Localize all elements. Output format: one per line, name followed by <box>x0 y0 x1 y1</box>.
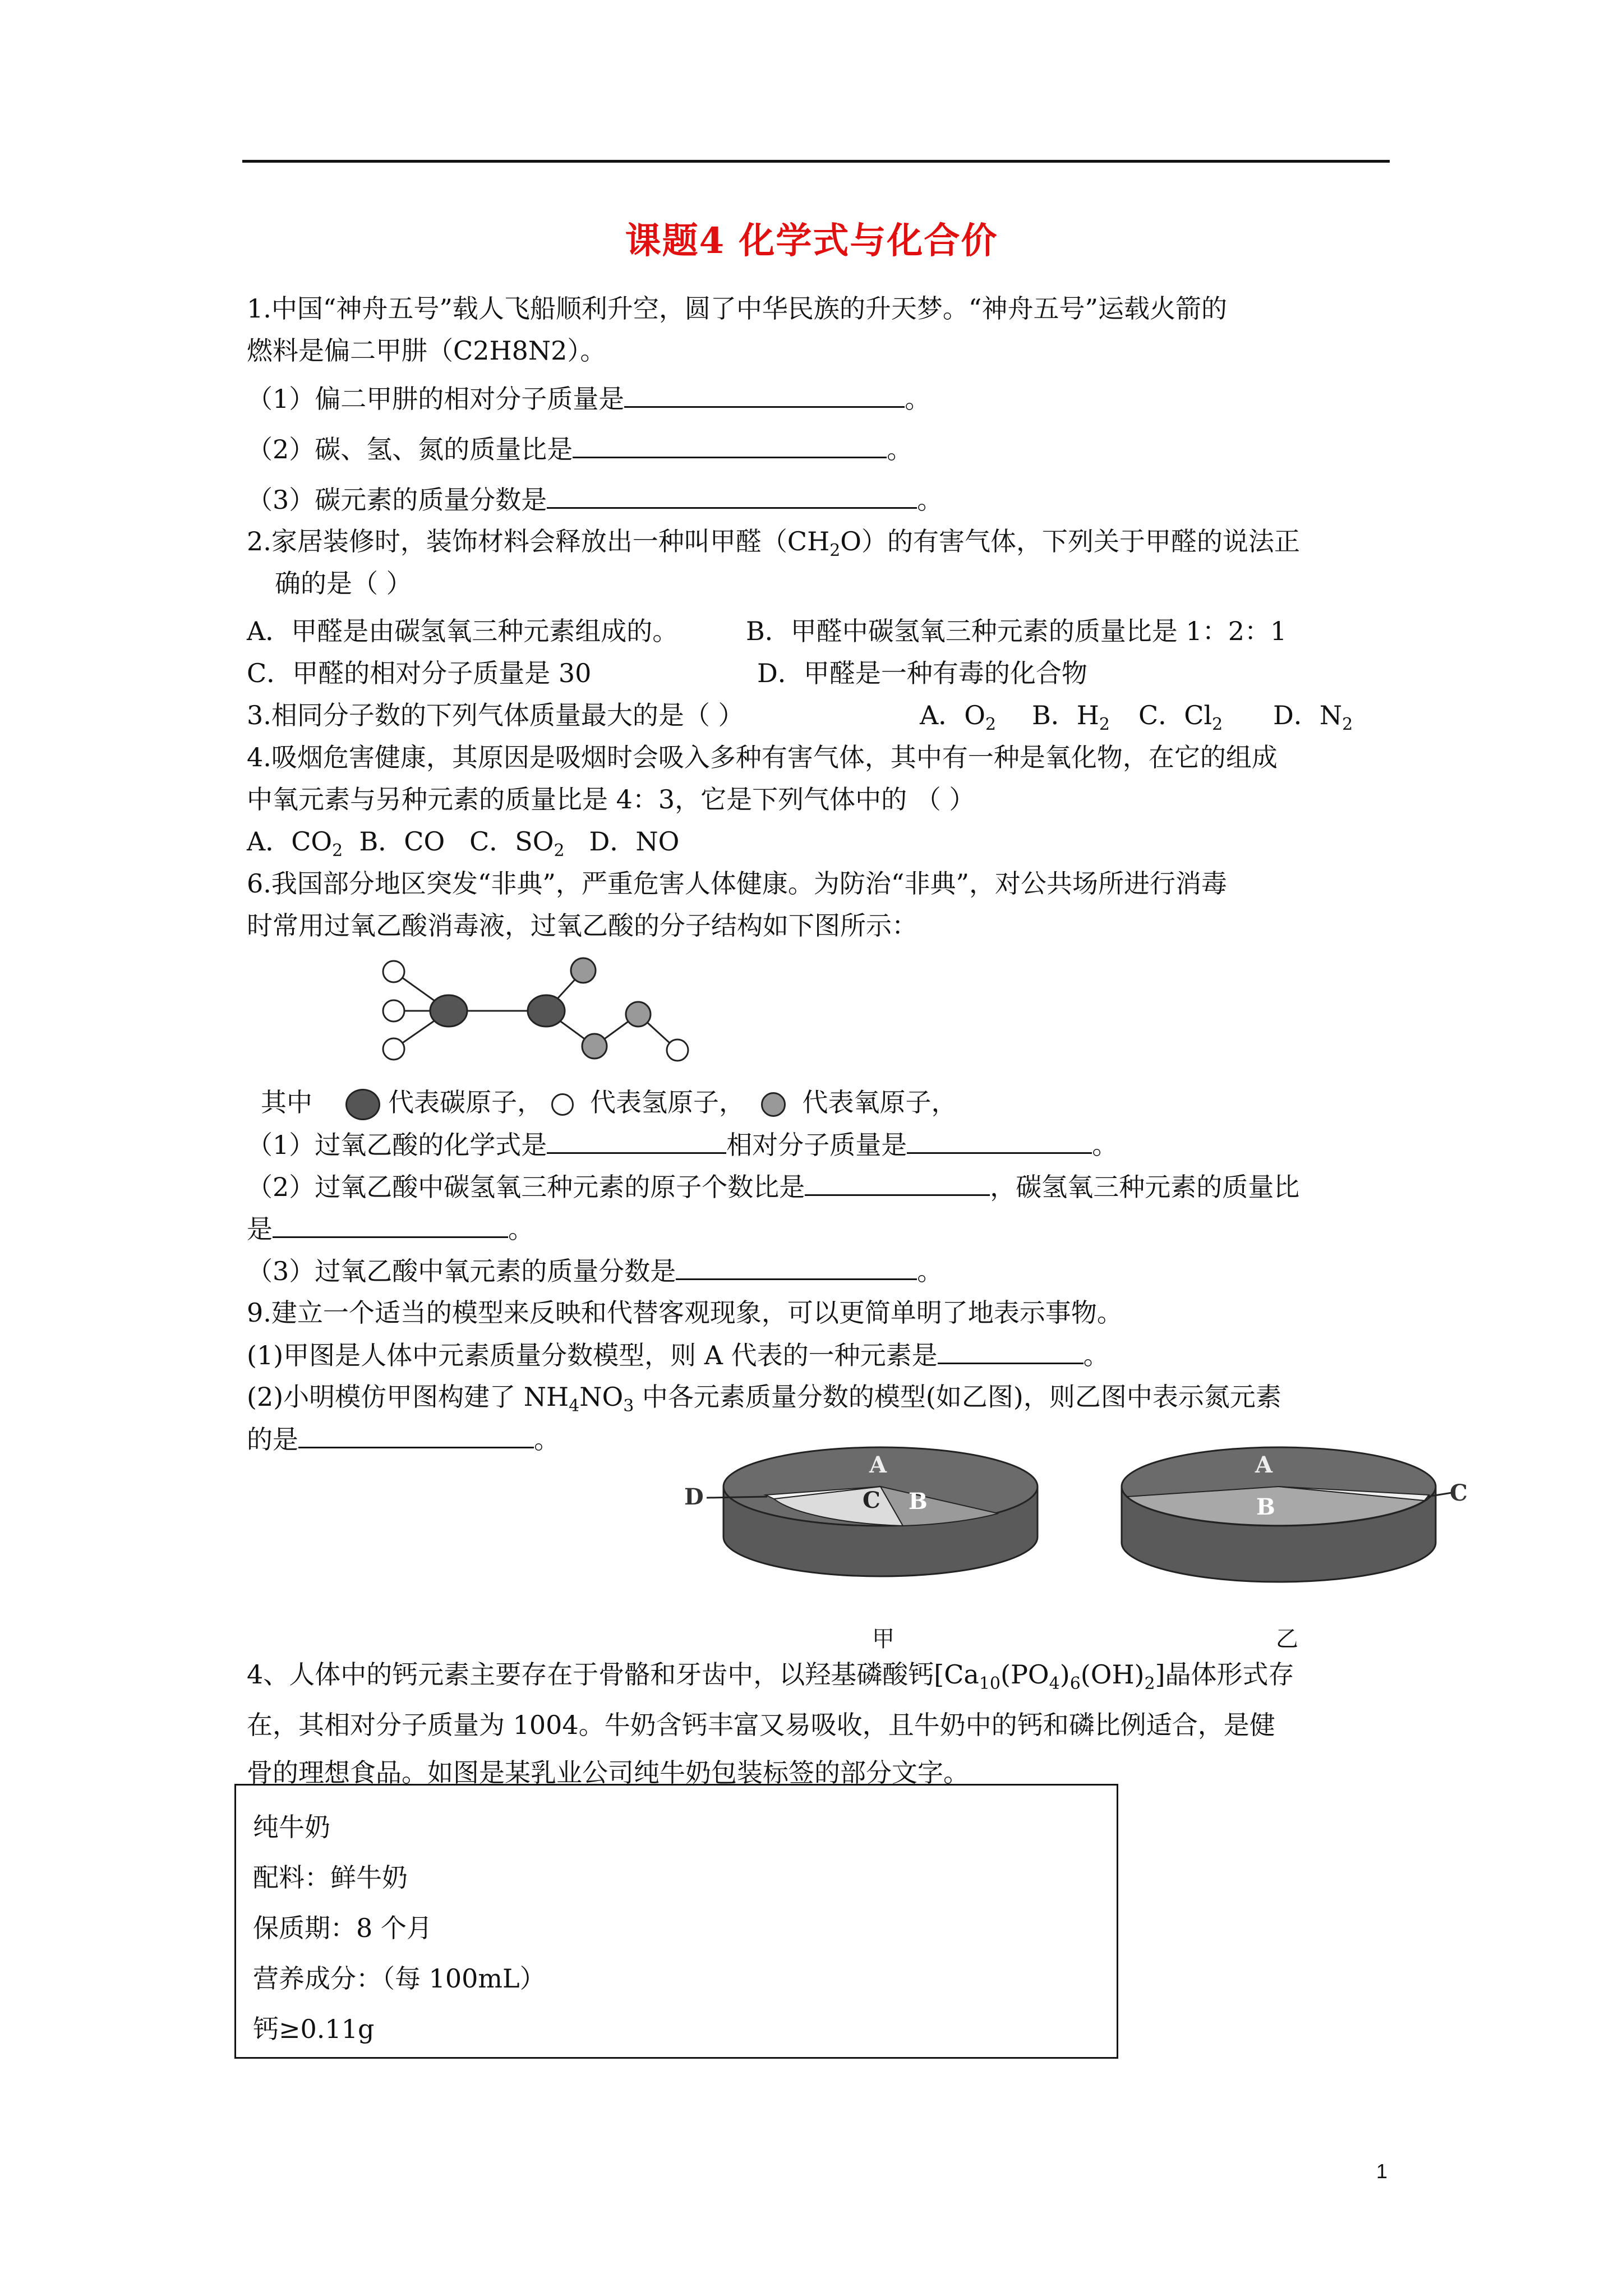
milk-label-box <box>234 1784 1118 2059</box>
subscript: 2 <box>1144 1674 1155 1694</box>
hydrogen-atom <box>383 961 404 982</box>
period: 。 <box>917 1256 943 1286</box>
carbon-atom-icon <box>345 1089 380 1120</box>
q6-sub2-text: （2）过氧乙酸中碳氢氧三种元素的原子个数比是 <box>247 1172 805 1202</box>
q1-sub1-text: （1）偏二甲肼的相对分子质量是 <box>247 384 625 414</box>
figure-jia-caption: 甲 <box>872 1626 895 1652</box>
pie-label-b: B <box>909 1488 928 1515</box>
answer-blank[interactable] <box>938 1338 1083 1364</box>
label-ingredients: 配料：鲜牛奶 <box>253 1862 408 1893</box>
q2-line2: 确的是（ ） <box>275 568 412 599</box>
q2-option-d: D．甲醛是一种有毒的化合物 <box>757 658 1087 688</box>
q3-c-text: C．Cl <box>1138 700 1212 730</box>
subscript: 4 <box>569 1396 580 1416</box>
subscript: 2 <box>1212 715 1223 735</box>
answer-blank[interactable] <box>907 1128 1092 1154</box>
q4b-line3: 骨的理想食品。如图是某乳业公司纯牛奶包装标签的部分文字。 <box>247 1757 969 1788</box>
q9-sub1-text: (1)甲图是人体中元素质量分数模型，则 A 代表的一种元素是 <box>247 1340 938 1370</box>
q3-stem: 3.相同分子数的下列气体质量最大的是（ ） <box>247 700 744 730</box>
legend-carbon: 代表碳原子， <box>388 1087 543 1117</box>
q9-sub2-text-a: (2)小明模仿甲图构建了 NH <box>247 1382 569 1412</box>
label-product-name: 纯牛奶 <box>253 1812 330 1842</box>
q4-c: C．SO <box>469 826 554 857</box>
label-calcium: 钙≥0.11g <box>253 2014 375 2044</box>
q4-line1: 4.吸烟危害健康，其原因是吸烟时会吸入多种有害气体，其中有一种是氧化物，在它的组成 <box>247 742 1278 772</box>
q1-line2: 燃料是偏二甲肼（C2H8N2）。 <box>247 335 606 366</box>
q4b-line2: 在，其相对分子质量为 1004。牛奶含钙丰富又易吸收，且牛奶中的钙和磷比例适合，是健 <box>247 1710 1275 1740</box>
q6-sub2-cont <box>247 1212 534 1246</box>
subscript: 10 <box>979 1674 1001 1694</box>
q3-option-c <box>1138 698 1223 735</box>
hydrogen-atom-icon <box>551 1093 574 1116</box>
hydrogen-atom <box>667 1039 688 1061</box>
label-nutrition: 营养成分：（每 100mL） <box>253 1963 546 1994</box>
q2-option-c: C．甲醛的相对分子质量是 30 <box>247 658 592 688</box>
period: 。 <box>905 384 931 414</box>
q6-sub1-text: （1）过氧乙酸的化学式是 <box>247 1130 547 1160</box>
subscript: 4 <box>1049 1674 1060 1694</box>
q4-d: D．NO <box>589 826 680 857</box>
q6-sub3-text: （3）过氧乙酸中氧元素的质量分数是 <box>247 1256 676 1286</box>
q9-sub2 <box>247 1380 1281 1414</box>
subscript: 3 <box>623 1396 634 1416</box>
q9-sub2-text-d: 的是 <box>247 1424 298 1455</box>
carbon-atom <box>430 995 467 1027</box>
q4b-text-d: (OH) <box>1080 1659 1145 1690</box>
subscript: 2 <box>1342 715 1353 735</box>
oxygen-atom <box>582 1034 607 1059</box>
q6-sub2-text-c: 是 <box>247 1214 273 1244</box>
label-shelf-life: 保质期：8 个月 <box>253 1913 432 1943</box>
oxygen-atom <box>626 1002 651 1027</box>
pie-label-c: C <box>1450 1480 1468 1506</box>
answer-blank[interactable] <box>298 1422 534 1448</box>
q1-sub3 <box>247 482 943 517</box>
q2-line1 <box>247 524 1301 561</box>
pie-label-c: C <box>863 1487 880 1513</box>
q9-sub2-text-c: 中各元素质量分数的模型(如乙图)，则乙图中表示氮元素 <box>634 1382 1281 1412</box>
page-title: 课题4 化学式与化合价 <box>625 220 998 262</box>
q6-sub1-text-b: 相对分子质量是 <box>726 1130 907 1160</box>
q6-sub1 <box>247 1128 1118 1162</box>
subscript: 2 <box>332 841 343 861</box>
q3-option-d <box>1273 698 1353 735</box>
answer-blank[interactable] <box>624 381 905 408</box>
q1-sub2-text: （2）碳、氢、氮的质量比是 <box>247 434 573 464</box>
q3-d-text: D．N <box>1273 700 1343 730</box>
q4b-text-a: 4、人体中的钙元素主要存在于骨骼和牙齿中，以羟基磷酸钙[Ca <box>247 1659 979 1690</box>
answer-blank[interactable] <box>805 1170 990 1196</box>
q3-a-text: A．O <box>920 700 985 730</box>
q6-line2: 时常用过氧乙酸消毒液，过氧乙酸的分子结构如下图所示： <box>247 910 917 941</box>
pie-label-a: A <box>1255 1452 1273 1478</box>
q6-sub2-text-b: ，碳氢氧三种元素的质量比 <box>990 1172 1300 1202</box>
header-rule <box>242 160 1390 163</box>
hydrogen-atom <box>383 1038 404 1060</box>
oxygen-atom <box>571 958 596 983</box>
q1-sub3-text: （3）碳元素的质量分数是 <box>247 485 547 515</box>
q1-sub2 <box>247 432 912 466</box>
answer-blank[interactable] <box>573 432 887 458</box>
period: 。 <box>917 485 943 515</box>
hydrogen-atom <box>383 1000 404 1022</box>
subscript: 2 <box>829 541 841 561</box>
figure-jia-pie-model <box>684 1436 1077 1604</box>
legend-hydrogen: 代表氢原子， <box>590 1087 745 1117</box>
q4-a: A．CO <box>247 826 333 857</box>
molecule-diagram <box>370 948 695 1077</box>
legend-prefix: 其中 <box>261 1087 312 1117</box>
q4b-text-b: (PO <box>1000 1659 1049 1690</box>
q2-option-a: A．甲醛是由碳氢氧三种元素组成的。 <box>247 616 679 646</box>
q4b-text-e: ]晶体形式存 <box>1155 1659 1294 1690</box>
q3-option-a <box>920 698 997 735</box>
period: 。 <box>887 434 913 464</box>
period: 。 <box>1092 1130 1118 1160</box>
legend-oxygen: 代表氧原子， <box>802 1087 957 1117</box>
q6-sub3 <box>247 1254 943 1288</box>
answer-blank[interactable] <box>547 482 917 509</box>
q4-line2: 中氧元素与另种元素的质量比是 4：3，它是下列气体中的 （ ） <box>247 784 975 815</box>
q4-b: B．CO <box>359 826 445 857</box>
q1-line1: 1.中国“神舟五号”载人飞船顺利升空，圆了中华民族的升天梦。“神舟五号”运载火箭的 <box>247 293 1227 324</box>
subscript: 2 <box>1099 715 1110 735</box>
q4-options <box>247 825 680 861</box>
q2-option-b: B．甲醛中碳氢氧三种元素的质量比是 1：2：1 <box>746 616 1287 646</box>
subscript: 2 <box>554 841 565 861</box>
q6-line1: 6.我国部分地区突发“非典”，严重危害人体健康。为防治“非典”，对公共场所进行消毒 <box>247 868 1227 899</box>
period: 。 <box>508 1214 534 1244</box>
q9-sub2-cont <box>247 1422 560 1456</box>
carbon-atom <box>528 995 565 1027</box>
page-number: 1 <box>1376 2160 1387 2183</box>
figure-yi-pie-model <box>1110 1436 1469 1604</box>
q9-line1: 9.建立一个适当的模型来反映和代替客观现象，可以更简单明了地表示事物。 <box>247 1297 1123 1328</box>
figure-yi-caption: 乙 <box>1276 1626 1298 1652</box>
q9-sub1 <box>247 1338 1109 1372</box>
q4b-text-c: ) <box>1059 1659 1070 1690</box>
q3-b-text: B．H <box>1032 700 1099 730</box>
q6-legend <box>261 1085 957 1120</box>
q1-sub1 <box>247 381 930 416</box>
q2-text-a: 2.家居装修时，装饰材料会释放出一种叫甲醛（CH <box>247 526 830 556</box>
q9-sub2-text-b: NO <box>579 1382 624 1412</box>
answer-blank[interactable] <box>273 1212 508 1238</box>
subscript: 6 <box>1069 1674 1081 1694</box>
answer-blank[interactable] <box>676 1254 917 1280</box>
subscript: 2 <box>985 715 997 735</box>
oxygen-atom-icon <box>761 1092 786 1117</box>
pie-label-a: A <box>869 1452 887 1478</box>
period: 。 <box>534 1424 560 1455</box>
q4b-line1 <box>247 1658 1294 1694</box>
pie-label-d: D <box>684 1484 704 1510</box>
q3-option-b <box>1032 698 1110 735</box>
q6-sub2 <box>247 1170 1299 1204</box>
q2-text-b: O）的有害气体，下列关于甲醛的说法正 <box>840 526 1301 556</box>
period: 。 <box>1083 1340 1109 1370</box>
pie-label-b: B <box>1256 1494 1275 1520</box>
answer-blank[interactable] <box>547 1128 726 1154</box>
